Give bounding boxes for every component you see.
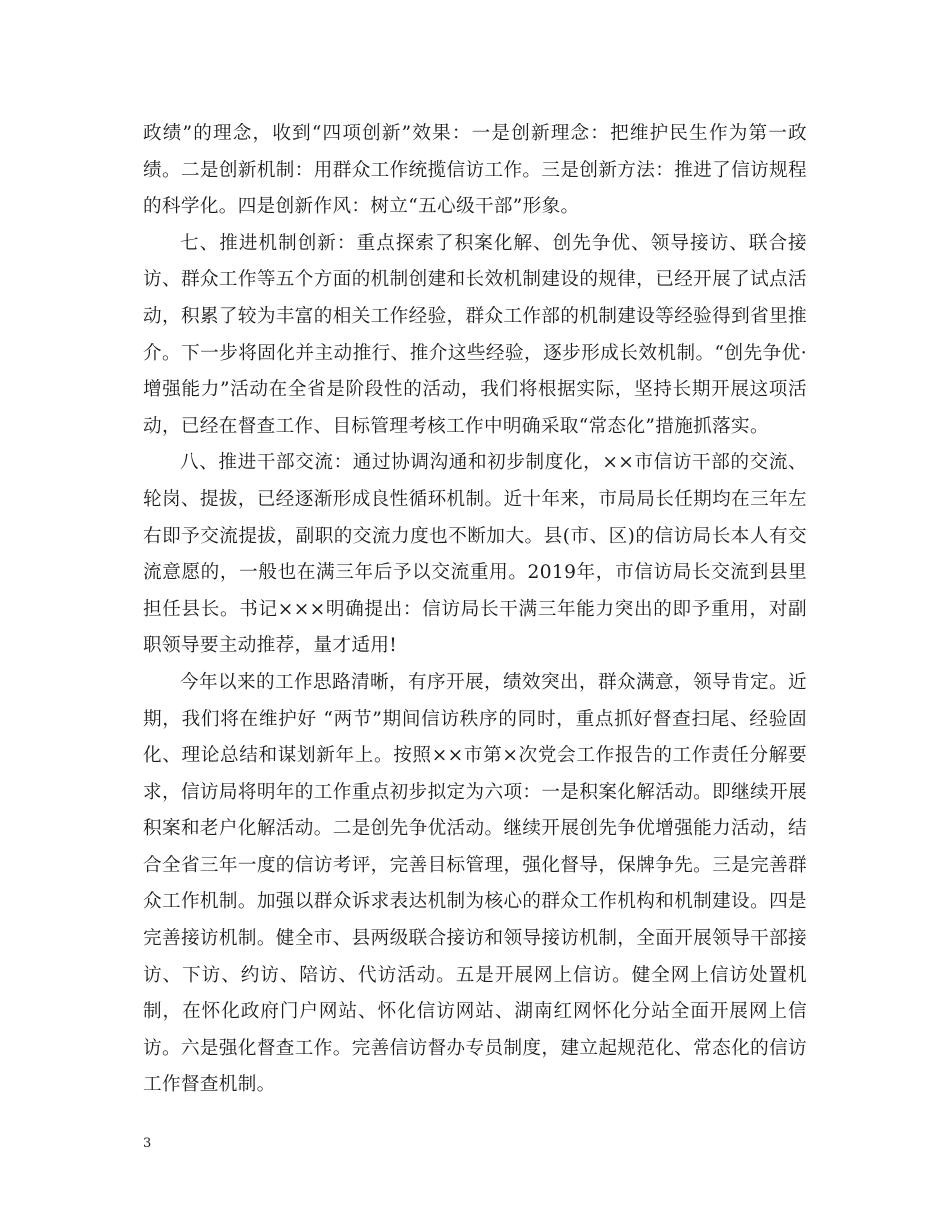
document-body	[143, 116, 807, 1104]
paragraph-continuation: 政绩”的理念，收到“四项创新”效果：一是创新理念：把维护民生作为第一政绩。二是创新机制：用群众工作统揽信访工作。三是创新方法：推进了信访规程的科学化。四是创新作风：树立“五心级干部”形象。	[143, 123, 807, 218]
page-number: 3	[143, 1136, 152, 1151]
paragraph-mechanism-innovation: 七、推进机制创新：重点探索了积案化解、创先争优、领导接访、联合接访、群众工作等五个方面的机制创建和长效机制建设的规律，已经开展了试点活动，积累了较为丰富的相关工作经验，群众工作部的机制建设等经验得到省里推介。下一步将固化并主动推行、推介这些经验，逐步形成长效机制。“创先争优·增强能力”活动在全省是阶段性的活动，我们将根据实际，坚持长期开展这项活动，已经在督查工作、目标管理考核工作中明确采取“常态化”措施抓落实。	[143, 232, 807, 437]
paragraph-cadre-exchange: 八、推进干部交流：通过协调沟通和初步制度化，××市信访干部的交流、轮岗、提拔，已经逐渐形成良性循环机制。近十年来，市局局长任期均在三年左右即予交流提拔，副职的交流力度也不断加大。县(市、区)的信访局长本人有交流意愿的，一般也在满三年后予以交流重用。2019年，市信访局长交流到县里担任县长。书记×××明确提出：信访局长干满三年能力突出的即予重用，对副职领导要主动推荐，量才适用!	[143, 452, 807, 657]
paragraph-work-plan: 今年以来的工作思路清晰，有序开展，绩效突出，群众满意，领导肯定。近期，我们将在维护好 “两节”期间信访秩序的同时，重点抓好督查扫尾、经验固化、理论总结和谋划新年上。按照××市第×次党会工作报告的工作责任分解要求，信访局将明年的工作重点初步拟定为六项：一是积案化解活动。即继续开展积案和老户化解活动。二是创先争优活动。继续开展创先争优增强能力活动，结合全省三年一度的信访考评，完善目标管理，强化督导，保牌争先。三是完善群众工作机制。加强以群众诉求表达机制为核心的群众工作机构和机制建设。四是完善接访机制。健全市、县两级联合接访和领导接访机制，全面开展领导干部接访、下访、约访、陪访、代访活动。五是开展网上信访。健全网上信访处置机制，在怀化政府门户网站、怀化信访网站、湖南红网怀化分站全面开展网上信访。六是强化督查工作。完善信访督办专员制度，建立起规范化、常态化的信访工作督查机制。	[143, 671, 807, 1096]
